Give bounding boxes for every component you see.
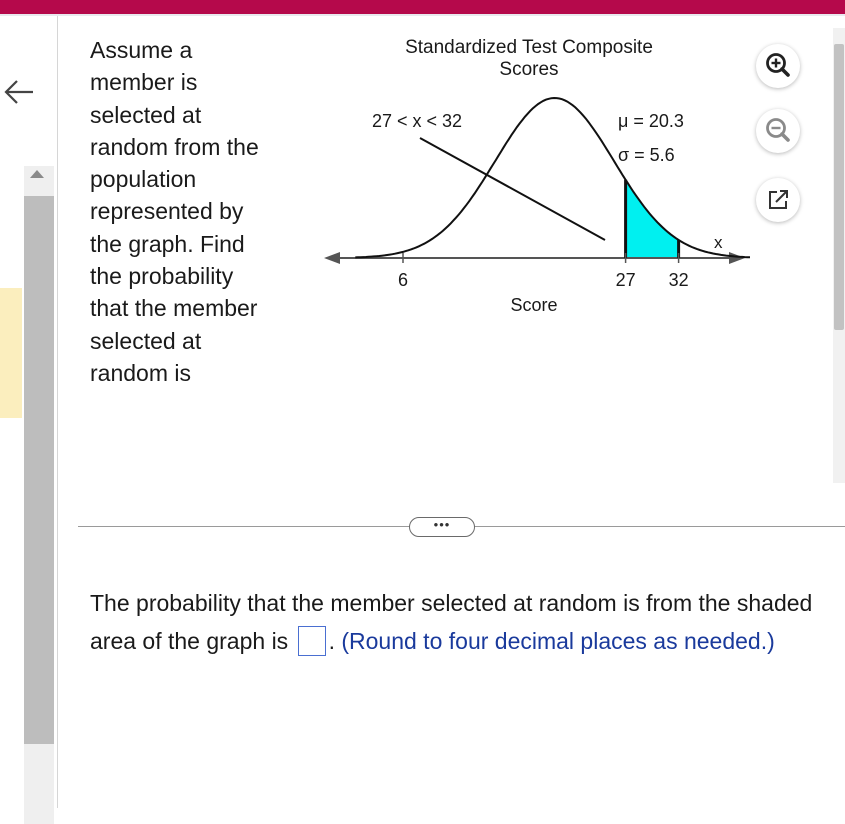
rounding-hint: (Round to four decimal places as needed.) (341, 628, 775, 654)
sigma-label: σ = 5.6 (618, 145, 675, 165)
answer-statement (90, 584, 830, 660)
back-arrow-icon[interactable] (0, 74, 36, 110)
x-variable-label: x (714, 233, 723, 252)
open-new-window-button[interactable] (756, 178, 800, 222)
zoom-out-button[interactable] (756, 109, 800, 153)
help-panel-tab[interactable] (0, 288, 22, 418)
external-link-icon (756, 178, 800, 222)
more-options-button[interactable]: ••• (409, 517, 475, 537)
right-scrollbar[interactable] (833, 28, 845, 483)
x-tick-label: 32 (668, 270, 689, 290)
answer-suffix: . (328, 628, 335, 654)
graph-svg (310, 20, 750, 330)
normal-distribution-graph (310, 20, 750, 330)
scroll-up-arrow-icon[interactable] (30, 170, 44, 178)
scrollbar-thumb[interactable] (24, 196, 54, 744)
x-tick-label: 6 (397, 270, 409, 290)
pointer-line (420, 138, 605, 240)
x-axis-left-arrow-icon (324, 252, 340, 264)
left-scrollbar[interactable] (24, 166, 54, 824)
answer-input[interactable] (298, 626, 326, 656)
graph-title-line1: Standardized Test Composite (405, 37, 653, 58)
x-tick-label: 27 (615, 270, 636, 290)
top-bar-divider (0, 14, 845, 16)
answer-prefix: The probability that the member selected at random is from the shaded area of the graph is (90, 590, 813, 654)
question-text: Assume a member is selected at random from the population represented by the graph. Find the probability that the member selected at random is (90, 37, 259, 386)
zoom-in-button[interactable] (756, 44, 800, 88)
x-axis-right-arrow-icon (729, 252, 745, 264)
top-bar (0, 0, 845, 14)
scrollbar-thumb[interactable] (834, 44, 844, 330)
zoom-in-icon (756, 44, 800, 88)
zoom-out-icon (756, 109, 800, 153)
mu-label: μ = 20.3 (618, 111, 684, 131)
x-axis-title: Score (510, 295, 558, 315)
graph-title-line2: Scores (499, 59, 559, 80)
range-label: 27 < x < 32 (372, 111, 463, 131)
left-rail (0, 16, 58, 808)
